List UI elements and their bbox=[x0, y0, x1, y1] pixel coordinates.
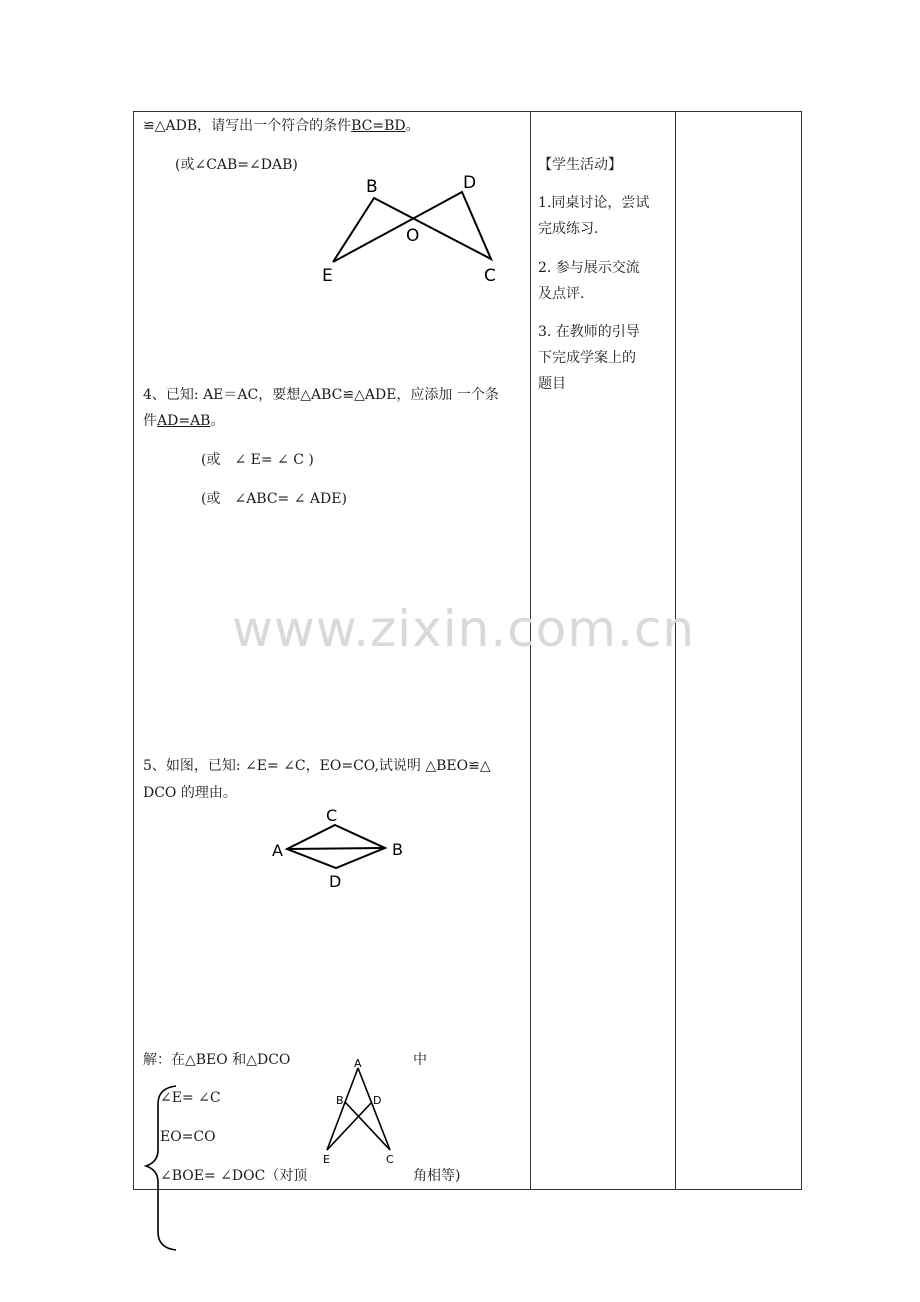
activity-1-line2: 完成练习. bbox=[538, 221, 599, 237]
activity-3-line3: 题目 bbox=[538, 376, 566, 392]
condition-answer: BC=BD bbox=[351, 118, 406, 134]
student-activity-heading: 【学生活动】 bbox=[538, 157, 622, 173]
q4-end: 。 bbox=[210, 413, 225, 429]
question-5-line2: DCO 的理由。 bbox=[143, 785, 237, 801]
fig2-label-b: B bbox=[392, 840, 403, 859]
activity-3-line2: 下完成学案上的 bbox=[538, 350, 636, 366]
fig1-label-e: E bbox=[322, 266, 333, 286]
activity-1-line1: 1.同桌讨论，尝试 bbox=[538, 195, 650, 211]
fig3-label-a: A bbox=[354, 1057, 362, 1070]
fig3-label-b: B bbox=[336, 1094, 344, 1107]
solution-step-1: ∠E= ∠C bbox=[160, 1090, 221, 1106]
activity-3-line1: 3. 在教师的引导 bbox=[538, 324, 640, 340]
fig2-label-c: C bbox=[326, 806, 338, 825]
question-5-line1: 5、如图，已知: ∠E= ∠C，EO=CO,试说明 △BEO≌△ bbox=[143, 758, 491, 774]
question-4-alt-1: (或 ∠ E= ∠ C ) bbox=[201, 452, 314, 468]
q4-prefix: 件 bbox=[143, 413, 157, 429]
solution-intro: 解：在△BEO 和△DCO bbox=[143, 1052, 291, 1068]
fig3-label-c: C bbox=[386, 1153, 394, 1166]
solution-step-3-end: 角相等) bbox=[413, 1168, 461, 1184]
alternative-answer-1: (或∠CAB=∠DAB) bbox=[175, 157, 298, 173]
solution-step-2: EO=CO bbox=[160, 1129, 216, 1145]
fig2-label-a: A bbox=[272, 841, 283, 860]
solution-step-3: ∠BOE= ∠DOC（对顶 bbox=[160, 1168, 308, 1184]
fig1-label-b: B bbox=[366, 177, 378, 197]
fig1-label-c: C bbox=[484, 266, 496, 286]
fig1-label-o: O bbox=[406, 226, 420, 246]
q4-answer: AD=AB bbox=[157, 413, 211, 429]
activity-2-line2: 及点评. bbox=[538, 286, 585, 302]
fig3-label-e: E bbox=[323, 1153, 330, 1166]
condition-end: 。 bbox=[405, 118, 420, 134]
fig1-label-d: D bbox=[463, 173, 477, 193]
solution-zhong: 中 bbox=[413, 1052, 427, 1068]
watermark: www.zixin.com.cn bbox=[232, 600, 696, 658]
fig2-label-d: D bbox=[329, 872, 342, 891]
question-4-line1: 4、已知: AE＝AC，要想△ABC≌△ADE，应添加 一个条 bbox=[143, 387, 499, 403]
condition-text: ≌△ADB，请写出一个符合的条件 bbox=[143, 118, 352, 134]
fig3-label-d: D bbox=[373, 1094, 382, 1107]
activity-2-line1: 2. 参与展示交流 bbox=[538, 260, 640, 276]
question-4-alt-2: (或 ∠ABC= ∠ ADE) bbox=[201, 491, 347, 507]
